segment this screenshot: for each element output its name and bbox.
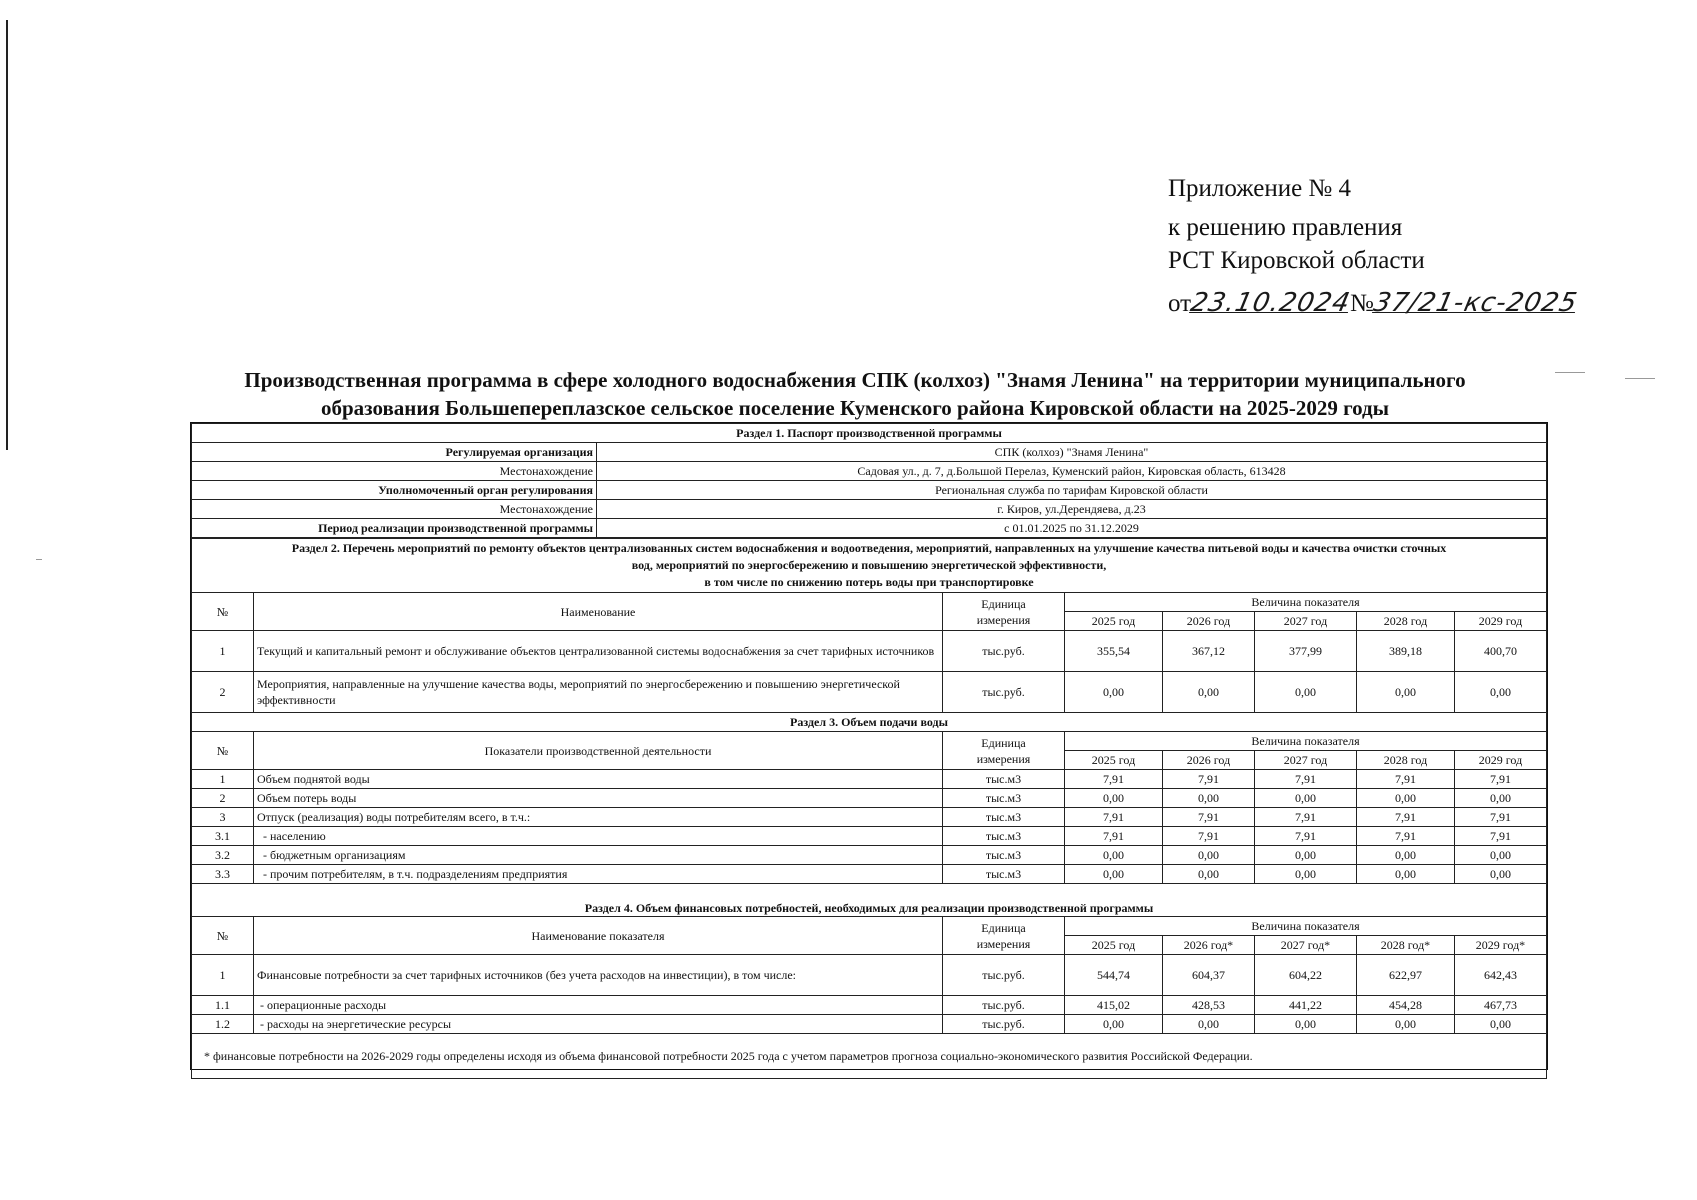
row-value: 0,00 [1455, 672, 1547, 713]
row-value: 0,00 [1163, 672, 1255, 713]
row-unit: тыс.руб. [943, 631, 1065, 672]
row-name: - населению [254, 827, 943, 846]
row-unit: тыс.м3 [943, 808, 1065, 827]
section-2-activities [191, 538, 1547, 1079]
row-value: 0,00 [1065, 1015, 1163, 1034]
row-value: 0,00 [1065, 672, 1163, 713]
row-no: 1.2 [192, 1015, 254, 1034]
s1-label: Уполномоченный орган регулирования [192, 481, 597, 500]
document-title [190, 366, 1520, 422]
col-unit-l1: Единица [981, 735, 1026, 750]
section-2-heading-l1: Раздел 2. Перечень мероприятий по ремонту объектов централизованных систем водоснабжения и водоотведения, мероприятий, направленных на улучшение качества питьевой воды и качества очистки сточных [291, 541, 1447, 555]
number-prefix: № [1349, 290, 1374, 317]
row-value: 0,00 [1163, 789, 1255, 808]
row-value: 415,02 [1065, 996, 1163, 1015]
footnote: * финансовые потребности на 2026-2029 годы определены исходя из объема финансовой потребности 2025 года с учетом параметров прогноза социально-экономического развития Российской Федерации. [192, 1034, 1547, 1079]
from-prefix: от [1168, 290, 1192, 317]
year-header: 2027 год [1255, 612, 1357, 631]
year-header: 2028 год [1357, 612, 1455, 631]
row-no: 2 [192, 789, 254, 808]
row-no: 1.1 [192, 996, 254, 1015]
row-no: 3 [192, 808, 254, 827]
section-3-heading: Раздел 3. Объем подачи воды [192, 713, 1547, 732]
row-value: 428,53 [1163, 996, 1255, 1015]
section-4-heading: Раздел 4. Объем финансовых потребностей, необходимых для реализации производственной программы [192, 884, 1547, 917]
row-name: Финансовые потребности за счет тарифных источников (без учета расходов на инвестиции), в том числе: [254, 955, 943, 996]
row-value: 0,00 [1255, 672, 1357, 713]
table-row [192, 672, 1547, 713]
row-name: Объем поднятой воды [254, 770, 943, 789]
row-value: 7,91 [1065, 770, 1163, 789]
row-unit: тыс.м3 [943, 846, 1065, 865]
s1-value: СПК (колхоз) "Знамя Ленина" [597, 443, 1547, 462]
row-unit: тыс.м3 [943, 770, 1065, 789]
table-row [192, 955, 1547, 996]
row-value: 642,43 [1455, 955, 1547, 996]
col-no-header: № [192, 732, 254, 770]
col-unit-l2: измерения [976, 751, 1031, 766]
row-unit: тыс.м3 [943, 827, 1065, 846]
table-row [192, 1015, 1547, 1034]
decision-date-number [1168, 287, 1580, 320]
col-unit-l1: Единица [981, 920, 1026, 935]
row-value: 0,00 [1455, 789, 1547, 808]
row-value: 454,28 [1357, 996, 1455, 1015]
table-row [192, 827, 1547, 846]
row-unit: тыс.руб. [943, 672, 1065, 713]
row-no: 3.3 [192, 865, 254, 884]
row-value: 7,91 [1255, 827, 1357, 846]
table-row [192, 846, 1547, 865]
col-no-header: № [192, 593, 254, 631]
row-value: 0,00 [1255, 789, 1357, 808]
table-row [192, 789, 1547, 808]
year-header: 2026 год* [1163, 936, 1255, 955]
row-unit: тыс.руб. [943, 955, 1065, 996]
row-value: 0,00 [1065, 846, 1163, 865]
year-header: 2029 год* [1455, 936, 1547, 955]
row-value: 0,00 [1455, 846, 1547, 865]
row-value: 0,00 [1357, 672, 1455, 713]
row-value: 7,91 [1163, 827, 1255, 846]
section-1-heading: Раздел 1. Паспорт производственной программы [192, 424, 1547, 443]
appendix-header [1168, 172, 1580, 320]
row-value: 0,00 [1163, 865, 1255, 884]
row-value: 0,00 [1357, 1015, 1455, 1034]
col-unit-l2: измерения [976, 612, 1031, 627]
col-name-header: Наименование показателя [254, 917, 943, 955]
year-header: 2028 год* [1357, 936, 1455, 955]
row-value: 604,22 [1255, 955, 1357, 996]
row-value: 7,91 [1357, 827, 1455, 846]
col-unit-l2: измерения [976, 936, 1031, 951]
row-value: 622,97 [1357, 955, 1455, 996]
row-value: 7,91 [1455, 808, 1547, 827]
year-header: 2026 год [1163, 751, 1255, 770]
year-header: 2027 год* [1255, 936, 1357, 955]
col-unit-header [943, 732, 1065, 770]
row-name: - расходы на энергетические ресурсы [254, 1015, 943, 1034]
row-name: Отпуск (реализация) воды потребителям всего, в т.ч.: [254, 808, 943, 827]
col-name-header: Наименование [254, 593, 943, 631]
row-value: 467,73 [1455, 996, 1547, 1015]
row-value: 0,00 [1255, 1015, 1357, 1034]
row-unit: тыс.руб. [943, 1015, 1065, 1034]
col-unit-header [943, 593, 1065, 631]
col-value-header: Величина показателя [1065, 593, 1547, 612]
col-no-header: № [192, 917, 254, 955]
table-row [192, 770, 1547, 789]
row-no: 1 [192, 770, 254, 789]
row-name: - прочим потребителям, в т.ч. подразделениям предприятия [254, 865, 943, 884]
s1-value: Региональная служба по тарифам Кировской области [597, 481, 1547, 500]
row-value: 7,91 [1357, 770, 1455, 789]
row-value: 377,99 [1255, 631, 1357, 672]
handwritten-date: 23.10.2024 [1188, 288, 1354, 318]
year-header: 2026 год [1163, 612, 1255, 631]
row-value: 400,70 [1455, 631, 1547, 672]
year-header: 2028 год [1357, 751, 1455, 770]
s1-value: Садовая ул., д. 7, д.Большой Перелаз, Куменский район, Кировская область, 613428 [597, 462, 1547, 481]
row-name: Мероприятия, направленные на улучшение качества воды, мероприятий по энергосбережению и повышению энергетической эффективности [254, 672, 943, 713]
row-no: 3.2 [192, 846, 254, 865]
row-value: 389,18 [1357, 631, 1455, 672]
s1-label: Период реализации производственной программы [192, 519, 597, 538]
row-value: 0,00 [1455, 1015, 1547, 1034]
col-unit-l1: Единица [981, 596, 1026, 611]
row-value: 0,00 [1357, 789, 1455, 808]
s1-label: Местонахождение [192, 462, 597, 481]
scan-mark [1555, 372, 1585, 373]
program-table [190, 422, 1548, 1070]
row-no: 1 [192, 955, 254, 996]
section-2-heading-l2: вод, мероприятий по энергосбережению и повышению энергетической эффективности, [631, 558, 1107, 572]
row-value: 0,00 [1357, 846, 1455, 865]
row-name: - бюджетным организациям [254, 846, 943, 865]
year-header: 2029 год [1455, 612, 1547, 631]
year-header: 2025 год [1065, 612, 1163, 631]
row-value: 0,00 [1065, 789, 1163, 808]
year-header: 2027 год [1255, 751, 1357, 770]
row-value: 604,37 [1163, 955, 1255, 996]
year-header: 2025 год [1065, 936, 1163, 955]
title-line-1: Производственная программа в сфере холодного водоснабжения СПК (колхоз) "Знамя Ленина" на территории муниципального [244, 368, 1466, 392]
s1-value: с 01.01.2025 по 31.12.2029 [597, 519, 1547, 538]
row-value: 0,00 [1455, 865, 1547, 884]
table-row [192, 996, 1547, 1015]
row-value: 367,12 [1163, 631, 1255, 672]
handwritten-number: 37/21-кс-2025 [1370, 288, 1580, 318]
row-no: 2 [192, 672, 254, 713]
row-name: Текущий и капитальный ремонт и обслуживание объектов централизованной системы водоснабжения за счет тарифных источников [254, 631, 943, 672]
section-2-heading [192, 539, 1547, 593]
row-value: 0,00 [1255, 846, 1357, 865]
row-value: 0,00 [1065, 865, 1163, 884]
appendix-number: Приложение № 4 [1168, 175, 1352, 202]
s1-label: Местонахождение [192, 500, 597, 519]
row-value: 544,74 [1065, 955, 1163, 996]
year-header: 2025 год [1065, 751, 1163, 770]
scan-edge-line [6, 20, 8, 450]
row-value: 7,91 [1357, 808, 1455, 827]
row-value: 0,00 [1255, 865, 1357, 884]
row-value: 0,00 [1163, 846, 1255, 865]
table-row [192, 631, 1547, 672]
col-name-header: Показатели производственной деятельности [254, 732, 943, 770]
row-value: 7,91 [1065, 808, 1163, 827]
row-value: 355,54 [1065, 631, 1163, 672]
scan-mark [36, 559, 42, 560]
row-name: - операционные расходы [254, 996, 943, 1015]
row-no: 3.1 [192, 827, 254, 846]
row-value: 7,91 [1163, 808, 1255, 827]
row-value: 441,22 [1255, 996, 1357, 1015]
row-value: 7,91 [1255, 770, 1357, 789]
row-value: 7,91 [1163, 770, 1255, 789]
row-no: 1 [192, 631, 254, 672]
col-unit-header [943, 917, 1065, 955]
row-value: 7,91 [1065, 827, 1163, 846]
row-value: 0,00 [1357, 865, 1455, 884]
row-unit: тыс.руб. [943, 996, 1065, 1015]
row-value: 7,91 [1455, 827, 1547, 846]
row-unit: тыс.м3 [943, 789, 1065, 808]
col-value-header: Величина показателя [1065, 732, 1547, 751]
title-line-2: образования Большепереплазское сельское поселение Куменского района Кировской области на 2025-2029 годы [320, 396, 1390, 420]
row-value: 0,00 [1163, 1015, 1255, 1034]
table-row [192, 865, 1547, 884]
table-row [192, 808, 1547, 827]
appendix-decision: к решению правления [1168, 214, 1403, 241]
appendix-authority: РСТ Кировской области [1168, 247, 1425, 274]
row-value: 7,91 [1455, 770, 1547, 789]
scan-mark [1625, 378, 1655, 379]
section-1-passport [191, 423, 1547, 538]
col-value-header: Величина показателя [1065, 917, 1547, 936]
section-2-heading-l3: в том числе по снижению потерь воды при транспортировке [704, 575, 1034, 589]
row-value: 7,91 [1255, 808, 1357, 827]
s1-label: Регулируемая организация [192, 443, 597, 462]
row-name: Объем потерь воды [254, 789, 943, 808]
year-header: 2029 год [1455, 751, 1547, 770]
s1-value: г. Киров, ул.Дерендяева, д.23 [597, 500, 1547, 519]
row-unit: тыс.м3 [943, 865, 1065, 884]
